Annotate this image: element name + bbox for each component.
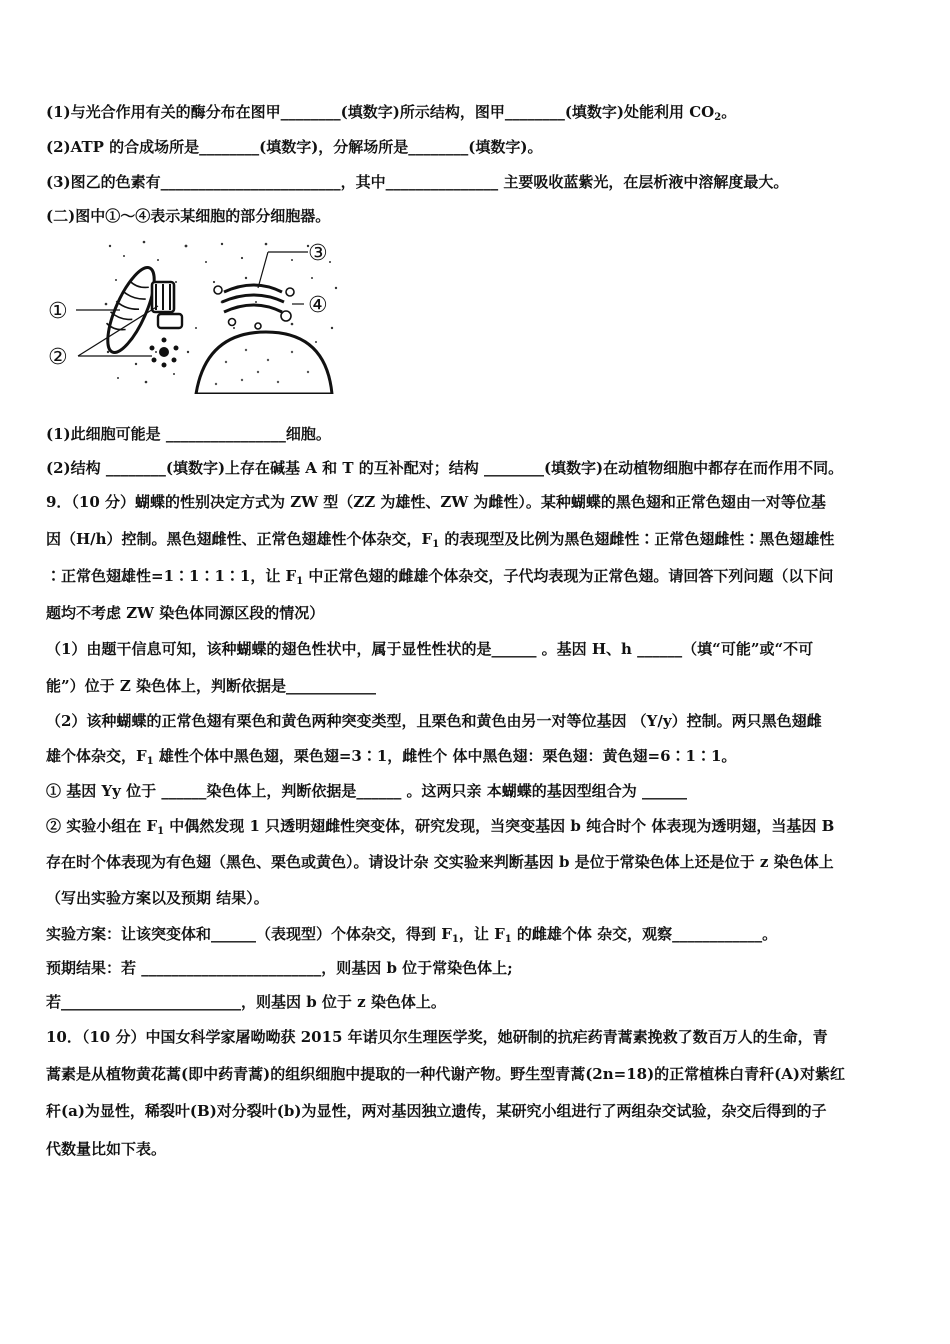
q9-line-10: ② 实验小组在 $F_1$ 中偶然发现 1 只透明翅雌性突变体，研究发现，当突变基因 b 纯合时个 体表现为透明翅，当基因 B [46,817,835,837]
figure-label-4: ④ [308,293,328,318]
q9-line-11: 存在时个体表现为有色翅（黑色、栗色或黄色）。请设计杂 交实验来判断基因 b 是位于常染色体上还是位于 z 染色体上 [46,853,834,871]
figure-label-2: ② [48,345,68,370]
q9-line-7: （2）该种蝴蝶的正常色翅有栗色和黄色两种突变类型，且栗色和黄色由另一对等位基因 （Y/y）控制。两只黑色翅雌 [46,712,822,730]
part2-intro: (二)图中①～④表示某细胞的部分细胞器。 [46,207,331,225]
part2-question-1: (1)此细胞可能是 ________________细胞。 [46,425,331,443]
q9-line-14: 预期结果：若 ________________________，则基因 b 位于常染色体上; [46,959,513,977]
q9-line-9: ① 基因 Yy 位于 ______染色体上，判断依据是______ 。这两只亲 本蝴蝶的基因型组合为 ______ [46,782,687,800]
q9-line-15: 若________________________，则基因 b 位于 z 染色体上。 [46,993,446,1011]
q9-line-12: （写出实验方案以及预期 结果）。 [46,889,269,907]
q9-line-2: 因（H/h）控制。黑色翅雌性、正常色翅雄性个体杂交，$F_1$ 的表现型及比例为黑色翅雌性∶正常色翅雌性∶黑色翅雄性 [46,530,835,550]
part1-question-2: (2)ATP 的合成场所是________(填数字)，分解场所是________(填数字)。 [46,138,543,156]
part1-question-3: (3)图乙的色素有________________________，其中_______________ 主要吸收蓝紫光，在层析液中溶解度最大。 [46,173,789,191]
q10-line-1: 10．（10 分）中国女科学家屠呦呦获 2015 年诺贝尔生理医学奖，她研制的抗疟药青蒿素挽救了数百万人的生命，青 [46,1028,828,1046]
q10-line-3: 秆(a)为显性，稀裂叶(B)对分裂叶(b)为显性，两对基因独立遗传，某研究小组进行了两组杂交试验，杂交后得到的子 [46,1102,827,1120]
figure-label-3: ③ [308,241,328,266]
q10-line-4: 代数量比如下表。 [46,1140,167,1158]
q9-line-4: 题均不考虑 ZW 染色体同源区段的情况） [46,604,325,622]
part1-question-1: (1)与光合作用有关的酶分布在图甲________(填数字)所示结构，图甲________(填数字)处能利用 $CO_2$。 [46,103,737,123]
q9-line-13: 实验方案：让该突变体和______（表现型）个体杂交，得到 $F_1$，让 $F_1$ 的雌雄个体 杂交，观察____________。 [46,925,778,945]
q9-line-5: （1）由题干信息可知，该种蝴蝶的翅色性状中，属于显性性状的是______ 。基因 H、h ______（填“可能”或“不可 [46,640,814,658]
q9-line-1: 9．（10 分）蝴蝶的性别决定方式为 ZW 型（ZZ 为雄性、ZW 为雌性）。某种蝴蝶的黑色翅和正常色翅由一对等位基 [46,493,826,511]
cell-organelle-figure [46,232,346,394]
q9-line-8: 雄个体杂交，$F_1$ 雄性个体中黑色翅，栗色翅=3∶1，雌性个 体中黑色翅：栗色翅：黄色翅=6∶1∶1。 [46,747,737,767]
q9-line-3: ∶正常色翅雄性=1∶1∶1∶1，让 $F_1$ 中正常色翅的雌雄个体杂交，子代均表现为正常色翅。请回答下列问题（以下问 [46,567,834,587]
part2-question-2: (2)结构 ________(填数字)上存在碱基 A 和 T 的互补配对；结构 ________(填数字)在动植物细胞中都存在而作用不同。 [46,459,844,477]
q10-line-2: 蒿素是从植物黄花蒿(即中药青蒿)的组织细胞中提取的一种代谢产物。野生型青蒿(2n=18)的正常植株白青秆(A)对紫红 [46,1065,846,1083]
figure-label-1: ① [48,299,68,324]
q9-line-6: 能”）位于 Z 染色体上，判断依据是____________ [46,677,377,695]
